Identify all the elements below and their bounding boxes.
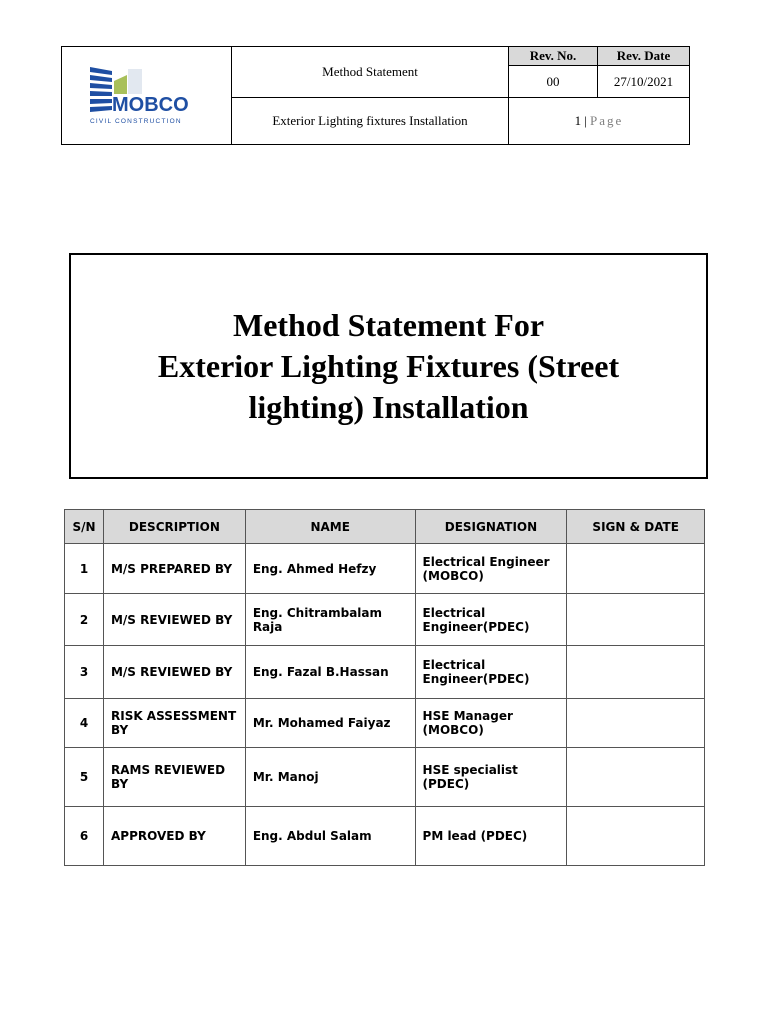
logo-subtitle: CIVIL CONSTRUCTION	[89, 117, 182, 125]
cell-sign-date	[567, 748, 705, 807]
cell-designation: HSE specialist (PDEC)	[415, 748, 567, 807]
col-header-sign-date: SIGN & DATE	[567, 510, 705, 544]
cell-sign-date	[567, 699, 705, 748]
cell-name: Eng. Ahmed Hefzy	[245, 544, 415, 594]
table-header-row	[65, 510, 705, 544]
title-line-3: lighting) Installation	[248, 388, 529, 425]
rev-date-label: Rev. Date	[598, 47, 689, 66]
cell-sign-date	[567, 544, 705, 594]
table-row	[65, 646, 705, 699]
cell-sn: 5	[65, 748, 104, 807]
document-header	[61, 46, 690, 145]
table-row	[65, 544, 705, 594]
cell-sn: 2	[65, 594, 104, 646]
cell-designation: PM lead (PDEC)	[415, 807, 567, 866]
cell-description: M/S REVIEWED BY	[103, 646, 245, 699]
cell-sign-date	[567, 594, 705, 646]
cell-description: APPROVED BY	[103, 807, 245, 866]
doc-title: Exterior Lighting fixtures Installation	[232, 98, 509, 144]
table-row	[65, 699, 705, 748]
cell-description: RISK ASSESSMENT BY	[103, 699, 245, 748]
rev-no-value: 00	[509, 66, 598, 98]
cell-designation: Electrical Engineer(PDEC)	[415, 646, 567, 699]
rev-date-value: 27/10/2021	[598, 66, 689, 98]
cell-name: Mr. Manoj	[245, 748, 415, 807]
cell-sn: 6	[65, 807, 104, 866]
page-label: Page	[590, 113, 624, 128]
cell-designation: Electrical Engineer (MOBCO)	[415, 544, 567, 594]
doc-type: Method Statement	[232, 47, 509, 98]
cell-name: Eng. Abdul Salam	[245, 807, 415, 866]
col-header-description: DESCRIPTION	[103, 510, 245, 544]
cell-description: M/S PREPARED BY	[103, 544, 245, 594]
cell-name: Eng. Fazal B.Hassan	[245, 646, 415, 699]
cell-name: Eng. Chitrambalam Raja	[245, 594, 415, 646]
title-box	[69, 253, 708, 479]
mobco-logo	[82, 61, 212, 131]
col-header-sn: S/N	[65, 510, 104, 544]
logo-cell	[62, 47, 232, 144]
cell-description: M/S REVIEWED BY	[103, 594, 245, 646]
logo-wordmark: MOBCO	[111, 93, 189, 116]
cell-designation: Electrical Engineer(PDEC)	[415, 594, 567, 646]
title-line-1: Method Statement For	[232, 306, 545, 343]
cell-sn: 3	[65, 646, 104, 699]
table-row	[65, 748, 705, 807]
title-line-2: Exterior Lighting Fixtures (Street	[157, 347, 620, 384]
cell-sn: 4	[65, 699, 104, 748]
cell-sn: 1	[65, 544, 104, 594]
col-header-designation: DESIGNATION	[415, 510, 567, 544]
rev-no-label: Rev. No.	[509, 47, 598, 66]
table-row	[65, 807, 705, 866]
cell-designation: HSE Manager (MOBCO)	[415, 699, 567, 748]
cell-name: Mr. Mohamed Faiyaz	[245, 699, 415, 748]
signoff-table	[64, 509, 705, 866]
page-indicator	[509, 98, 689, 144]
col-header-name: NAME	[245, 510, 415, 544]
cell-sign-date	[567, 807, 705, 866]
table-row	[65, 594, 705, 646]
cell-description: RAMS REVIEWED BY	[103, 748, 245, 807]
page-number: 1 |	[574, 113, 588, 128]
cell-sign-date	[567, 646, 705, 699]
